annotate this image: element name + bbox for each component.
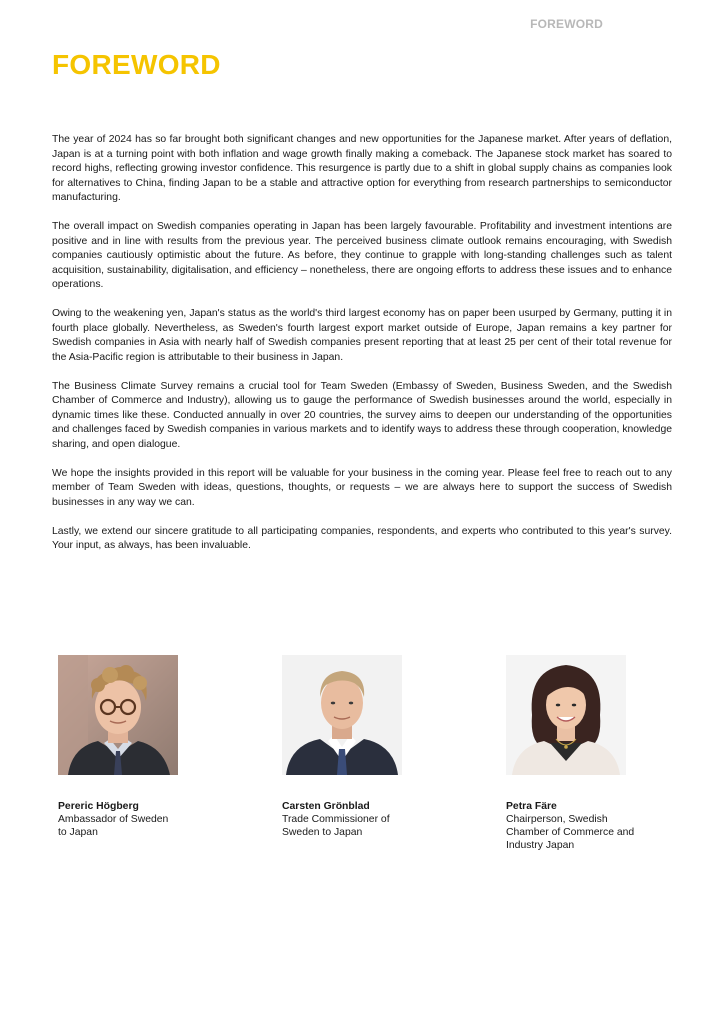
running-header: FOREWORD — [530, 17, 603, 31]
signatory-1 — [58, 655, 238, 839]
paragraph-5: We hope the insights provided in this report will be valuable for your business in the coming year. Please feel free to reach out to any member of Team Sweden with ideas, questions, thoughts, or requests – we are always here to support the success of Swedish businesses in any way we can. — [52, 467, 672, 508]
paragraph-4: The Business Climate Survey remains a crucial tool for Team Sweden (Embassy of Sweden, Business Sweden, and the Swedish Chamber of Commerce and Industry), allowing us to gauge the performance of Swedish businesses around the world, especially in dynamic times like these. Conducted annually in over 20 countries, the survey aims to deepen our understanding of the opportunities and challenges faced by Swedish companies in various markets and to identify ways to address these through cooperation, knowledge sharing, and open dialogue. — [52, 380, 672, 450]
signatory-name: Carsten Grönblad — [282, 801, 370, 812]
signatory-role: Chairperson, Swedish Chamber of Commerce and Industry Japan — [506, 814, 635, 851]
signatory-name: Pereric Högberg — [58, 801, 139, 812]
portrait-photo — [58, 655, 178, 775]
paragraph-1: The year of 2024 has so far brought both significant changes and new opportunities for the Japanese market. After years of deflation, Japan is at a turning point with both inflation and wage growth finally making a comeback. The Japanese stock market has soared to record highs, reflecting growing investor confidence. This resurgence is partly due to a shift in global supply chains as companies look for alternatives to China, finding Japan to be a stable and attractive option for everything from research partnerships to semiconductor manufacturing. — [52, 134, 672, 203]
page-title: FOREWORD — [52, 49, 221, 80]
paragraph-3: Owing to the weakening yen, Japan's status as the world's third largest economy has on paper been usurped by Germany, putting it in fourth place globally. Nevertheless, as Sweden's fourth largest export market outside of Europe, Japan remains a key partner for Swedish companies in Asia with nearly half of Swedish companies present reporting that at least 25 per cent of their total revenue for the Asia-Pacific region is attributable to their business in Japan. — [52, 308, 672, 363]
portrait-photo — [282, 655, 402, 775]
signatories — [58, 655, 678, 865]
foreword-body — [52, 133, 672, 568]
portrait-photo — [506, 655, 626, 775]
signatory-2 — [282, 655, 462, 839]
signatory-role: Ambassador of Sweden to Japan — [58, 814, 169, 838]
paragraph-6: Lastly, we extend our sincere gratitude to all participating companies, respondents, and experts who contributed to this year's survey. Your input, as always, has been invaluable. — [52, 525, 672, 551]
paragraph-2: The overall impact on Swedish companies operating in Japan has been largely favourable. Profitability and investment intentions are positive and in line with results from the previous year. The perceived business climate outlook remains encouraging, with Swedish companies cautiously optimistic about the future. As before, they continue to grapple with long-standing challenges such as talent acquisition, sustainability, digitalisation, and efficiency – nonetheless, there are ongoing efforts to address these issues and to enhance operations. — [52, 221, 672, 290]
signatory-role: Trade Commissioner of Sweden to Japan — [282, 814, 390, 838]
signatory-name: Petra Färe — [506, 801, 557, 812]
signatory-3 — [506, 655, 686, 852]
